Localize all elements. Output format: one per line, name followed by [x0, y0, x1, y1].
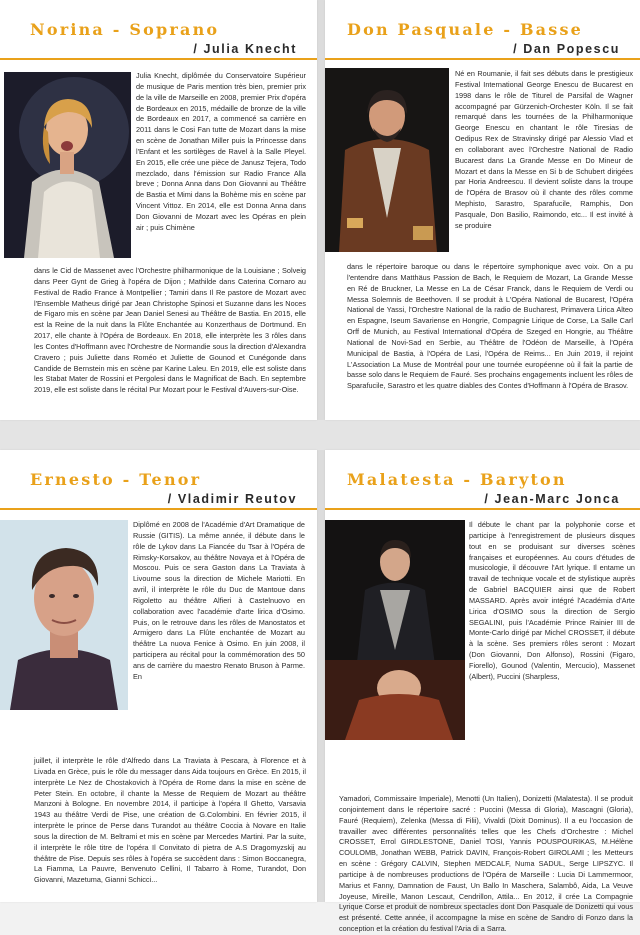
bio-text-intro: Il débute le chant par la polyphonie corse et participe à l'enregistrement de plusieurs disques tout en se produisant sur diverses scènes françaises et européennes. Au cours d'études de musicologie, il découvre l'Art lyrique. Il entame un travail de technique vocale et de stylistique auprès de Gabriel BACQUIER ainsi que de Robert MASSARD. Après avoir intégré l'Académia d'Arte Lirica d'OSIMO sous la direction de Sergio SEGALINI, puis l'Académie Prince Rainier III de Monte-Carlo dirigé par Michel CROSSET, il débute à la scène. Ses premiers rôles seront : Mozart (Don Giovanni, Don Alfonso), Rossini (Figaro, Fiorello), Gounod (Valentin, Mercucio), Massenet (Albert), Puccini (Sharpless, — [469, 520, 635, 681]
role-title: Malatesta - Baryton — [347, 470, 567, 489]
singer-name: / Vladimir Reutov — [167, 492, 297, 506]
bio-text-continued: Yamadori, Commissaire Imperiale), Menotti (Un Italien), Donizetti (Malatesta). Il se produit conjointement dans le répertoire sacré : Puccini (Messa di Gloria), Mascagni (Gloria), Fauré (Requiem), Zelenka (Messa di Filii), Vivaldi (Dixit Dominus). Il a eu l'occasion de travailler avec différentes personnalités telles que les Chefs d'Orchestre : Michel CROSSET, Errol GIRDLESTONE, Daniel TOSI, Yannis POUSPOURIKAS, M.Hélène COULOMB, Jonathan WEBB, Patrick DAVIN, François-Robert GIROLAMI ; les Metteurs en scène : Grégory CALVIN, Stephen MEDCALF, Numa SADUL, Serge LIPSZYC. Il participe à de nombreuses productions de l'Opéra de Marseille : Lucia Di Lammermoor, Marius et Fanny, Damnation de Faust, Un Ballo In Maschera, Salambô, Aida, La Veuve Joyeuse, Mireille, Manon Lescaut, Cendrillon, Attila... En 2012, il crée La Compagnie Lyrique Corse et produit de nombreux spectacles dont Don Pasquale de Donizetti qui vous est présenté. Cette année, il accompagne la mise en scène de Sandro di Fonzo dans la conception et la création du festival l'Aria di a Sarra. — [339, 794, 633, 934]
accent-rule — [0, 508, 317, 510]
soprano-photo — [4, 72, 131, 258]
bio-text-intro: Né en Roumanie, il fait ses débuts dans le prestigieux Festival International George Enescu de Bucarest en 1998 dans le rôle de Titurel de Parsifal de Wagner accompagné par Gürzenich-Orchester Köln. Il se fait remarqué dans les tournées de la Philharmonique George Enescu en chantant le rôle Tiresias de Oedipus Rex de Stravinsky dirigé par Alessio Vlad et en collaborant avec l'Orchestre National de Radio Bucarest dans La Grande Messe en Do Mineur de Mozart et dans la Messe en Si b de Schubert dirigées par Horia Andreescu. Il devient soliste dans la troupe de l'Opéra de Brasov où il chante des rôles comme Mephisto, Sarastro, Sparafucile, Ramphis, Don Pasquale, Don Basilio, Raimondo, etc... Il est invité à se produire — [455, 69, 633, 230]
role-title: Ernesto - Tenor — [30, 470, 202, 489]
tenor-photo — [0, 520, 128, 710]
role-title: Norina - Soprano — [30, 20, 220, 39]
bio-text-intro: Diplômé en 2008 de l'Académie d'Art Dramatique de Russie (GITIS). La même année, il débute dans le rôle de Lykov dans La Fiancée du Tsar à l'Opéra de Rimsky-Korsakov, au théâtre Novaya et à l'Opéra de Moscou. Puis ce sera Gaston dans La Traviata à Livourne sous la direction de Michele Mariotti. En avril, il interprète le rôle du Duc de Mantoue dans Rigoletto au théâtre Alfieri à Castelnuovo en collaboration avec l'académie d'arte lirica d'Osimo. Puis, on le retrouve dans les rôles de Manostatos et Armigero dans La Flûte enchantée de Mozart au théâtre La nuova Fenice à Osimo. En juin 2008, il participera au récital pour la commémoration des 50 ans de carrière du maestro Renato Bruson à Parme. En — [133, 520, 305, 681]
bio-text-continued: juillet, il interprète le rôle d'Alfredo dans La Traviata à Pescara, à Florence et à Livada en Grèce, puis le rôle du messager dans Aida toujours en Grèce. En 2015, il interprète Le Nez de Chostakovich à l'Opéra de Rome dans la mise en scène de Peter Stein. En octobre, il chante la Messe de Requiem de Mozart au théâtre Manzoni à Bologne. En novembre 2014, il participe à l'opéra Il Ghetto, Varsavia 1943 au théâtre Verdi de Pise, une création de G.Colombini. En février 2015, il interprète le prince de Perse dans Turandot au théâtre Coccia à Novare en Italie sous la direction de M. Beltrami et mis en scène par Mercedes Martini. Par la suite, il interprète le rôle titre de l'opéra Il Convitato di pietra de A.S Dragomyzskij au théâtre de Pise. Depuis ses rôles à l'opéra se succèdent dans : Simon Boccanegra, La Fiamma, La Pauvre, Benvenuto Cellini, Il Tabarro à Rome, Turandot, Don Giovanni, Mazetuma, Gianni Schicci... — [34, 756, 306, 885]
singer-card-don-pasquale — [325, 0, 640, 420]
bio-text-continued: dans le répertoire baroque ou dans le répertoire symphonique avec voix. On a pu l'entendre dans Matthäus Passion de Bach, le Requiem de Mozart, La Grande Messe en Ré de Bruckner, La Messe en La de César Franck, dans le Requiem de Verdi ou Messa Solemnis de Beethoven. Il se produit à L'Opéra National de Bucarest, l'Opéra National de Yassi, l'Orchestre National de la radio de Bucharest, Primavera Lirica Alteo en Espagne, Iseum Savariense en Hongrie, Compagnie Lirique de Corse, La Salle Carl Orff de Munich, au Festival International d'Opéra de Szeged en Hongrie, au Théâtre National de Novi-Sad en Serbie, au Théâtre de l'Odéon de Marseille, à l'Opéra Municipal de Bastia, à l'Opéra de Lasi, l'Opéra de Reims... En Juin 2019, il rejoint L'Association La Muse de Montréal pour une tournée européenne où il fait la partie de basse solo dans le Requiem de Fauré. Ses prochains engagements incluent les rôles de Sparafucile, Sarastro et les quatre diables des Contes d'Hoffmann à l'Opéra de Brasov. — [347, 262, 633, 391]
accent-rule — [325, 508, 640, 510]
vertical-gutter — [317, 0, 325, 902]
singer-name: / Jean-Marc Jonca — [484, 492, 620, 506]
horizontal-gutter — [0, 420, 640, 450]
accent-rule — [0, 58, 317, 60]
bio-text-intro: Julia Knecht, diplômée du Conservatoire Supérieur de musique de Paris mention très bien, premier prix de la ville de Marseille en 2008, premier Prix d'opéra de Bordeaux en 2015, médaille de bronze de la ville de Bordeaux en 2017, a commencé sa carrière en 2011 dans le Cosi Fan tutte de Mozart dans la mise en scène de Jonathan Miller puis la Princesse dans l'Enfant et les sortilèges de Ravel à la Salle Pleyel. En 2015, elle crée une pièce de Janusz Tejera, Todo mezclado, dans l'émission sur Radio France Alla breve ; Donna Anna dans Don Giovanni au Théâtre de Bastia et Mimi dans la Bohème mis en scène par Vincent Vittoz. En 2014, elle est Donna Anna dans Don Giovanni de Mozart avec les Opéras en plein air ; puis Chimène — [136, 71, 306, 232]
bass-photo — [325, 68, 449, 252]
singer-card-ernesto — [0, 450, 317, 902]
role-title: Don Pasquale - Basse — [347, 20, 584, 39]
singer-card-malatesta — [325, 450, 640, 934]
singer-name: / Dan Popescu — [513, 42, 620, 56]
bio-text-continued: dans le Cid de Massenet avec l'Orchestre philharmonique de la Louisiane ; Solveig dans Peer Gynt de Grieg à l'opéra de Dijon ; Mathilde dans Caterina Cornaro au Festival de Radio France à Montpellier ; Tamiri dans Il Re pastore de Mozart avec l'Ensemble Matheus dirigé par Jean Christophe Spinosi et Suzanne dans les Noces de Figaro mis en scène par Jean Daniel Senesi au Théâtre de Bastia. En 2015, elle est la Reine de la nuit dans la Flûte Enchantée au Konzerthaus de Dortmund. En 2017, elle chante à l'Opéra de Bordeaux. En 2018, elle interprète les 3 rôles dans les Contes d'Hoffmann avec l'Orchestre de Normandie sous la direction d'Alexandra Cravero ; puis Juliette dans Roméo et Juliette de Gounod et Cunégonde dans Candide de Bernstein mis en scène par Karine Laleu. En 2019, elle est soliste dans les Stabat Mater de Rossini et Pergolesi dans le Magnificat de Bach. En septembre 2019, elle est soliste dans le récital Pur Mozart pour le Festival d'Auvers-sur-Oise. — [34, 266, 306, 395]
singer-name: / Julia Knecht — [193, 42, 297, 56]
baritone-photo — [325, 520, 465, 740]
accent-rule — [325, 58, 640, 60]
singer-card-norina — [0, 0, 317, 420]
